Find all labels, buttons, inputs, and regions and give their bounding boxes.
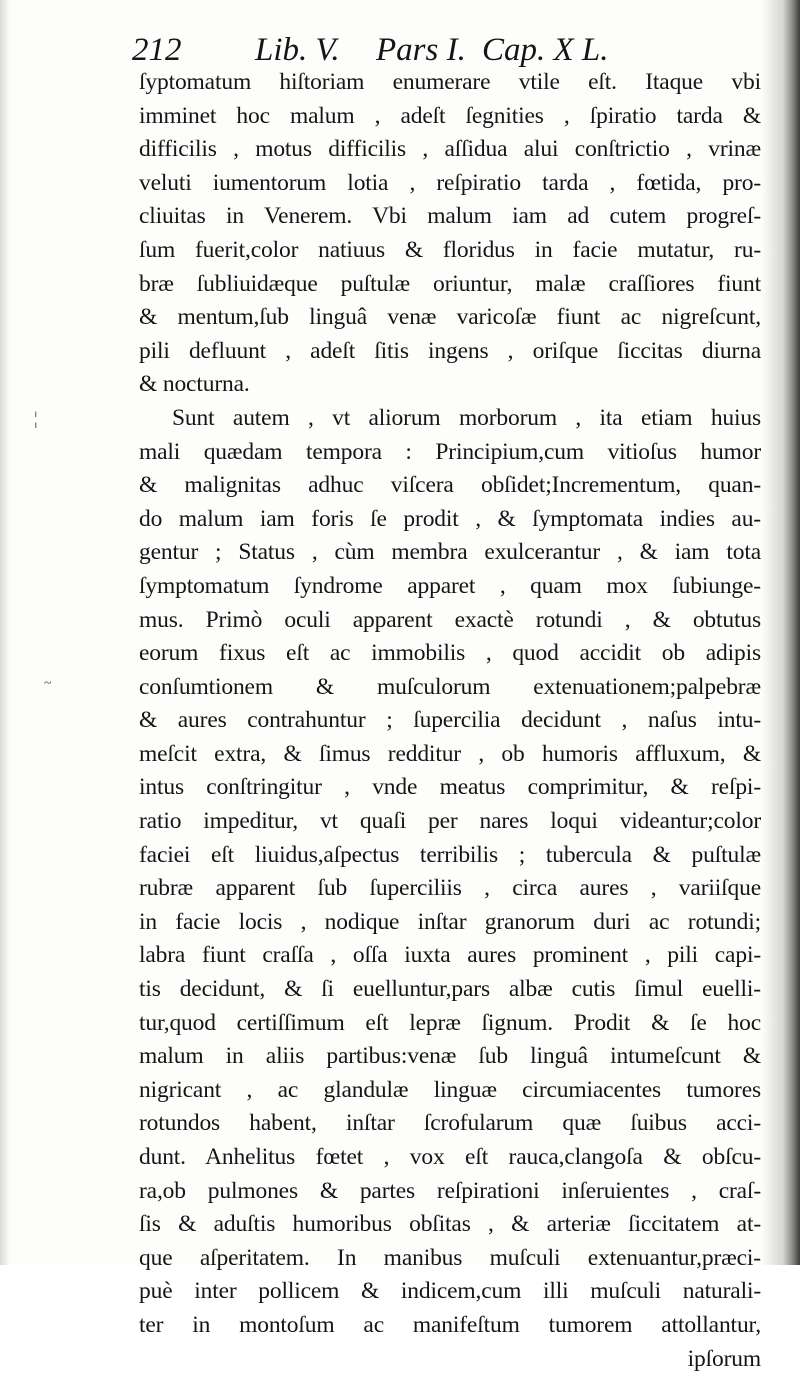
text-line: puè inter pollicem & indicem,cum illi muſculi naturali- <box>139 1278 761 1305</box>
text-line: meſcit extra, & ſimus redditur , ob humoris affluxum, & <box>139 740 761 767</box>
text-line: rubræ apparent ſub ſuperciliis , circa aures , variiſque <box>139 875 761 902</box>
page-number: 212 <box>132 32 182 68</box>
text-line: ratio impeditur, vt quaſi per nares loqui videantur;color <box>139 808 761 835</box>
text-line: mus. Primò oculi apparent exactè rotundi , & obtutus <box>139 606 761 633</box>
text-line: malum in aliis partibus:venæ ſub linguâ intumeſcunt & <box>139 1043 761 1070</box>
text-line: ra,ob pulmones & partes reſpirationi inſeruientes , craſ- <box>139 1177 761 1204</box>
text-line: cliuitas in Venerem. Vbi malum iam ad cutem progreſ- <box>139 203 761 230</box>
text-line: & mentum,ſub linguâ venæ varicoſæ fiunt ac nigreſcunt, <box>139 304 761 331</box>
text-line: dunt. Anhelitus fœtet , vox eſt rauca,clangoſa & obſcu- <box>139 1144 761 1170</box>
text-line: ter in montoſum ac manifeſtum tumorem attollantur, <box>139 1311 761 1338</box>
text-line: eorum fixus eſt ac immobilis , quod accidit ob adipis <box>139 640 761 667</box>
page-spine-shadow <box>762 0 800 1265</box>
text-line: & aures contrahuntur ; ſupercilia decidunt , naſus intu- <box>139 707 761 734</box>
text-line: & nocturna. <box>139 371 250 398</box>
text-line: pili defluunt , adeſt ſitis ingens , oriſque ſiccitas diurna <box>139 337 761 364</box>
text-line: intus conſtringitur , vnde meatus comprimitur, & reſpi- <box>139 774 761 801</box>
text-line: do malum iam foris ſe prodit , & ſymptomata indies au- <box>139 505 761 532</box>
header-chapter: Cap. X L. <box>482 32 609 68</box>
header-book: Lib. V. <box>255 32 340 68</box>
text-line: in facie locis , nodique inſtar granorum duri ac rotundi; <box>139 908 761 935</box>
text-line: difficilis , motus difficilis , aſſidua alui conſtrictio , vrinæ <box>139 136 761 163</box>
text-line: ſymptomatum ſyndrome apparet , quam mox ſubiunge- <box>139 572 761 599</box>
page-left-edge <box>0 0 10 1265</box>
text-line: conſumtionem & muſculorum extenuationem;palpebræ <box>139 673 761 700</box>
text-line: que aſperitatem. In manibus muſculi extenuantur,præci- <box>139 1244 761 1271</box>
text-line: bræ ſubliuidæque puſtulæ oriuntur, malæ craſſiores fiunt <box>139 270 761 297</box>
text-line: tur,quod certiſſimum eſt lepræ ſignum. Prodit & ſe hoc <box>139 1009 761 1036</box>
text-line: veluti iumentorum lotia , reſpiratio tarda , fœtida, pro- <box>139 169 761 196</box>
text-line: tis decidunt, & ſi euelluntur,pars albæ cutis ſimul euelli- <box>139 976 761 1003</box>
paragraph-first-line: Sunt autem , vt aliorum morborum , ita etiam huius <box>172 404 761 431</box>
text-line: ſyptomatum hiſtoriam enumerare vtile eſt. Itaque vbi <box>139 69 761 95</box>
margin-mark: ¦ <box>34 408 38 428</box>
text-line: ſis & aduſtis humoribus obſitas , & arteriæ ſiccitatem at- <box>139 1211 761 1238</box>
text-line: mali quædam tempora : Principium,cum vitioſus humor <box>139 438 761 465</box>
catchword: ipſorum <box>687 1345 761 1372</box>
text-line: nigricant , ac glandulæ linguæ circumiacentes tumores <box>139 1076 761 1103</box>
text-line: rotundos habent, inſtar ſcrofularum quæ ſuibus acci- <box>139 1110 761 1137</box>
text-line: & malignitas adhuc viſcera obſidet;Incrementum, quan- <box>139 472 761 499</box>
margin-mark: ~ <box>44 676 52 691</box>
text-line: imminet hoc malum , adeſt ſegnities , ſpiratio tarda & <box>139 102 761 129</box>
body-text <box>139 66 761 1376</box>
text-line: gentur ; Status , cùm membra exulcerantur , & iam tota <box>139 539 761 566</box>
text-line: ſum fuerit,color natiuus & floridus in facie mutatur, ru- <box>139 236 761 263</box>
header-part: Pars I. <box>376 32 466 68</box>
text-line: labra fiunt craſſa , oſſa iuxta aures prominent , pili capi- <box>139 942 761 969</box>
text-line: faciei eſt liuidus,aſpectus terribilis ; tubercula & puſtulæ <box>139 841 761 868</box>
